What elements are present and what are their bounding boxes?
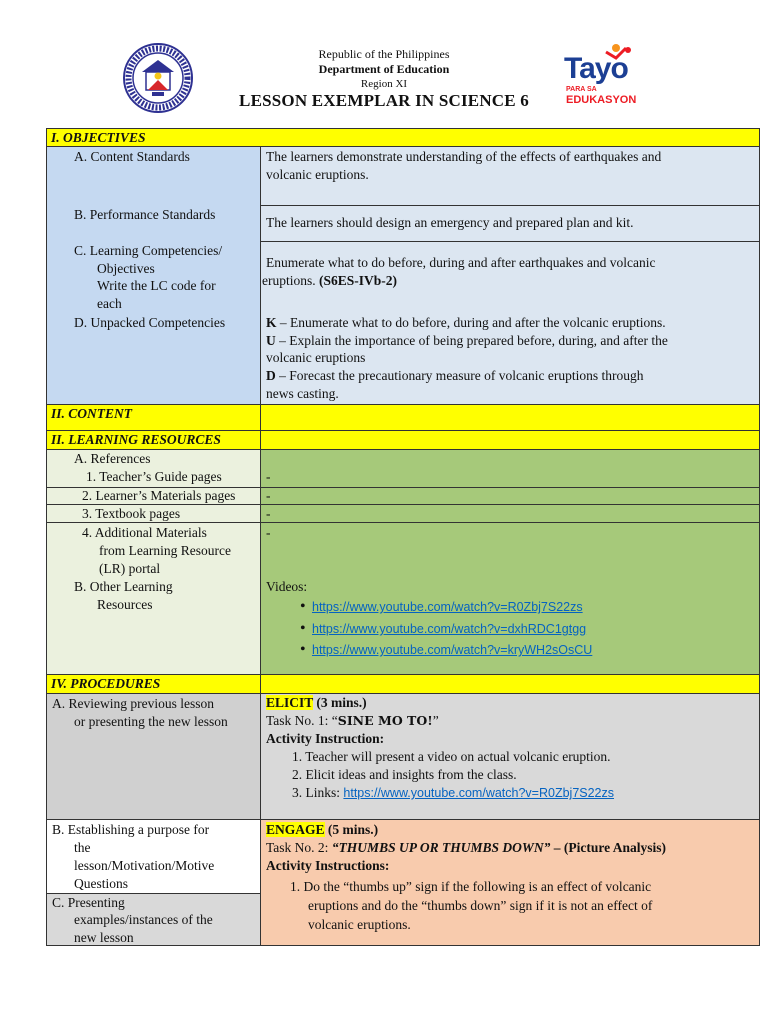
tb-value: - (266, 506, 271, 521)
procedure-c-label-1: C. Presenting (52, 895, 125, 910)
engage-heading (266, 822, 378, 838)
video-link-2[interactable] (312, 620, 586, 638)
task1-suffix: ” (432, 713, 439, 728)
other-label-2: Resources (97, 597, 153, 612)
content-standards-text-2: volcanic eruptions. (266, 167, 369, 182)
header-republic: Republic of the Philippines (318, 47, 450, 61)
task1-title: SINE MO TO! (337, 713, 433, 728)
am-label-2: from Learning Resource (99, 543, 231, 558)
video-link-2-text[interactable]: https://www.youtube.com/watch?v=dxhRDC1gtgg (312, 622, 587, 636)
elicit-heading (266, 695, 367, 711)
section-content (46, 404, 261, 431)
tayo-logo (562, 40, 642, 110)
engage-time: (5 mins.) (324, 822, 379, 837)
unpacked-label: D. Unpacked Competencies (74, 315, 226, 330)
engage-activity-instructions: Activity Instructions: (266, 858, 390, 873)
procedure-c-label-2: examples/instances of the (74, 912, 213, 927)
d-text-1: – Forecast the precautionary measure of volcanic eruptions through (275, 368, 644, 383)
references-label: A. References (74, 451, 151, 466)
am-value: - (266, 525, 271, 540)
task2-suffix: – (Picture Analysis) (550, 840, 666, 855)
tb-label: 3. Textbook pages (82, 506, 181, 521)
resources-tg-value (260, 449, 760, 488)
unpacked-d-2: news casting. (266, 386, 339, 401)
content-standards-text-1: The learners demonstrate understanding of the effects of earthquakes and (266, 149, 662, 164)
header-department: Department of Education (318, 62, 450, 76)
engage-step-2: eruptions and do the “thumbs down” sign if it is not an effect of (308, 898, 653, 913)
video-link-1[interactable] (312, 598, 583, 616)
task1-prefix: Task No. 1: “ (266, 713, 338, 728)
lc-label-3: Write the LC code for (97, 278, 216, 293)
elicit-label: ELICIT (266, 695, 314, 710)
u-key: U (266, 333, 276, 348)
am-label-1: 4. Additional Materials (82, 525, 207, 540)
page-title: LESSON EXEMPLAR IN SCIENCE 6 (239, 91, 529, 110)
procedure-b-label-4: Questions (74, 876, 128, 891)
task2 (266, 840, 666, 856)
tayo-logo-text: Tayo (564, 52, 628, 85)
procedure-b-label-3: lesson/Motivation/Motive (74, 858, 215, 873)
videos-label: Videos: (266, 579, 308, 594)
resources-tb-value (260, 504, 760, 523)
am-label-3: (LR) portal (99, 561, 161, 576)
lc-label-1: C. Learning Competencies/ (74, 243, 223, 258)
tayo-logo-sub1: PARA SA (566, 86, 597, 93)
elicit-activity-instruction: Activity Instruction: (266, 731, 385, 746)
engage-step-3: volcanic eruptions. (308, 917, 411, 932)
procedure-b-label-2: the (74, 840, 91, 855)
k-key: K (266, 315, 277, 330)
performance-standards-text: The learners should design an emergency and prepared plan and kit. (266, 215, 634, 230)
elicit-step-3-text: 3. Links: (292, 785, 344, 800)
unpacked-d-1 (266, 368, 644, 384)
lc-label-4: each (97, 296, 122, 311)
lc-text-2-main: eruptions. (262, 273, 319, 288)
section-content-value (260, 404, 760, 431)
procedure-a-label-2: or presenting the new lesson (74, 714, 228, 729)
lc-label-2: Objectives (97, 261, 155, 276)
engage-step-1: 1. Do the “thumbs up” sign if the following is an effect of volcanic (290, 879, 652, 894)
section-content-label: II. CONTENT (51, 406, 133, 421)
elicit-link[interactable]: https://www.youtube.com/watch?v=R0Zbj7S22zs (343, 786, 615, 800)
elicit-step-1: 1. Teacher will present a video on actual volcanic eruption. (292, 749, 611, 764)
task1 (266, 713, 439, 729)
section-procedures-value (260, 674, 760, 694)
tg-label: 1. Teacher’s Guide pages (86, 469, 222, 484)
section-objectives-label: I. OBJECTIVES (51, 130, 146, 145)
unpacked-u-1 (266, 333, 668, 349)
lm-value: - (266, 488, 271, 503)
procedure-b-label-1: B. Establishing a purpose for (52, 822, 210, 837)
engage-label: ENGAGE (266, 822, 325, 837)
elicit-time: (3 mins.) (313, 695, 367, 710)
performance-standards-label: B. Performance Standards (74, 207, 216, 222)
u-text-1: – Explain the importance of being prepared before, during, and after the (275, 333, 668, 348)
d-key: D (266, 368, 276, 383)
video-link-3-text[interactable]: https://www.youtube.com/watch?v=kryWH2sOsCU (312, 643, 593, 657)
section-resources-label: II. LEARNING RESOURCES (51, 432, 221, 447)
section-resources-value (260, 430, 760, 450)
section-procedures (46, 674, 261, 694)
section-objectives (46, 128, 760, 147)
elicit-step-3 (292, 785, 614, 801)
header-region: Region XI (360, 78, 408, 90)
procedure-a-label-cell (46, 693, 261, 820)
section-resources (46, 430, 261, 450)
other-label-1: B. Other Learning (74, 579, 173, 594)
k-text: – Enumerate what to do before, during and after the volcanic eruptions. (276, 315, 666, 330)
lc-text-2 (262, 273, 397, 289)
unpacked-u-2: volcanic eruptions (266, 350, 366, 365)
content-standards-label: A. Content Standards (74, 149, 190, 164)
task2-prefix: Task No. 2: (266, 840, 332, 855)
elicit-step-2: 2. Elicit ideas and insights from the class. (292, 767, 517, 782)
task2-title: “THUMBS UP OR THUMBS DOWN” (331, 840, 551, 855)
tayo-logo-sub2: EDUKASYON (566, 94, 637, 106)
procedure-c-label-3: new lesson (74, 930, 134, 945)
resources-lm-value (260, 487, 760, 505)
tg-value: - (266, 469, 271, 484)
section-procedures-label: IV. PROCEDURES (51, 676, 161, 691)
lc-code: (S6ES-IVb-2) (319, 273, 398, 288)
lc-text-1: Enumerate what to do before, during and after earthquakes and volcanic (266, 255, 656, 270)
video-link-3[interactable] (312, 641, 592, 659)
unpacked-k (266, 315, 666, 331)
video-link-1-text[interactable]: https://www.youtube.com/watch?v=R0Zbj7S22zs (312, 600, 583, 614)
procedure-a-label-1: A. Reviewing previous lesson (52, 696, 214, 711)
lm-label: 2. Learner’s Materials pages (82, 488, 236, 503)
